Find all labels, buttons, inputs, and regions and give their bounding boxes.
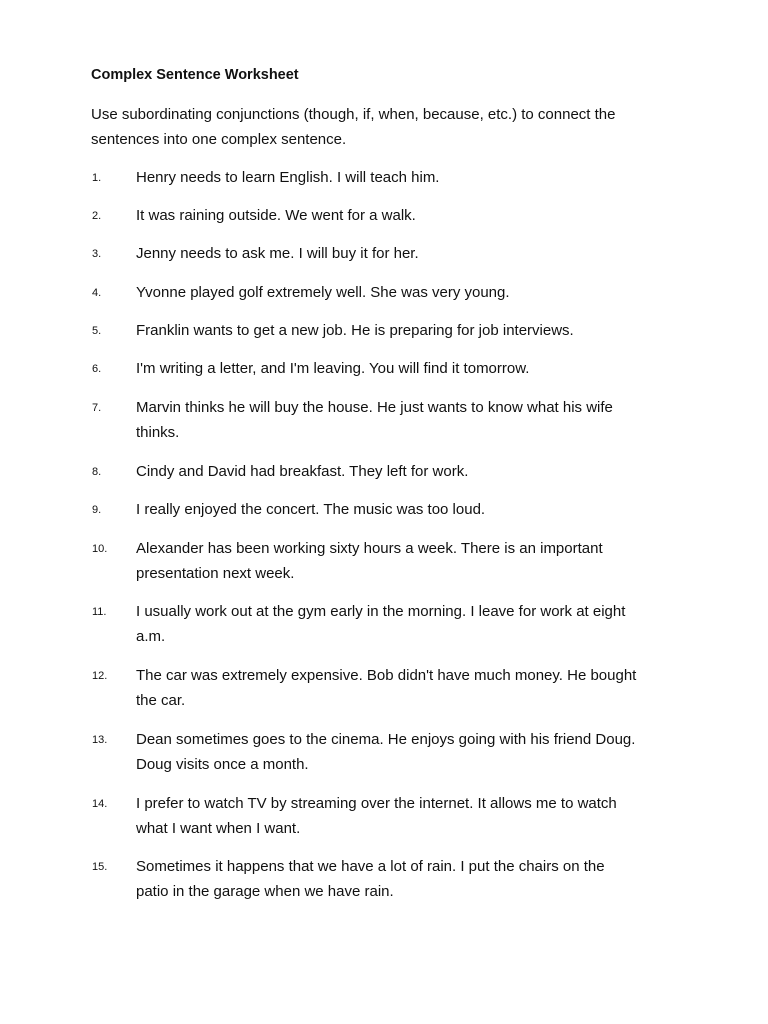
item-number: 12.	[92, 670, 108, 682]
item-text	[136, 727, 696, 777]
item-text-line: a.m.	[136, 628, 166, 645]
item-text	[136, 356, 696, 381]
item-text-line: Marvin thinks he will buy the house. He just wants to know what his wife	[136, 399, 613, 416]
item-text	[136, 599, 696, 649]
item-text	[136, 241, 696, 266]
item-text-line: I really enjoyed the concert. The music was too loud.	[136, 501, 486, 518]
item-text-line: presentation next week.	[136, 565, 295, 582]
item-text-line: Franklin wants to get a new job. He is preparing for job interviews.	[136, 322, 574, 339]
item-text-line: I'm writing a letter, and I'm leaving. You will find it tomorrow.	[136, 360, 530, 377]
item-text-line: I prefer to watch TV by streaming over the internet. It allows me to watch	[136, 795, 617, 812]
item-text-line: It was raining outside. We went for a walk.	[136, 207, 416, 224]
item-number: 8.	[92, 466, 102, 478]
item-text-line: Alexander has been working sixty hours a week. There is an important	[136, 540, 603, 557]
item-text-line: patio in the garage when we have rain.	[136, 883, 394, 900]
instructions-line: Use subordinating conjunctions (though, if, when, because, etc.) to connect the	[91, 106, 616, 123]
item-text	[136, 854, 696, 904]
page-title: Complex Sentence Worksheet	[91, 67, 299, 83]
item-number: 5.	[92, 325, 102, 337]
item-text-line: what I want when I want.	[136, 820, 301, 837]
item-text-line: I usually work out at the gym early in the morning. I leave for work at eight	[136, 603, 626, 620]
item-text-line: Doug visits once a month.	[136, 756, 309, 773]
item-text-line: Henry needs to learn English. I will teach him.	[136, 169, 440, 186]
item-number: 10.	[92, 543, 108, 555]
item-text	[136, 459, 696, 484]
item-text	[136, 536, 696, 586]
item-text	[136, 395, 696, 445]
item-text-line: thinks.	[136, 424, 180, 441]
item-text-line: The car was extremely expensive. Bob didn't have much money. He bought	[136, 667, 637, 684]
item-text-line: Cindy and David had breakfast. They left for work.	[136, 463, 469, 480]
item-number: 15.	[92, 861, 108, 873]
item-text	[136, 497, 696, 522]
item-number: 11.	[92, 606, 107, 618]
item-text	[136, 318, 696, 343]
item-text-line: Sometimes it happens that we have a lot of rain. I put the chairs on the	[136, 858, 605, 875]
item-text-line: Jenny needs to ask me. I will buy it for her.	[136, 245, 419, 262]
item-text	[136, 791, 696, 841]
item-text	[136, 203, 696, 228]
instructions-line: sentences into one complex sentence.	[91, 131, 347, 148]
item-number: 9.	[92, 504, 102, 516]
item-number: 1.	[92, 172, 102, 184]
item-text-line: Dean sometimes goes to the cinema. He enjoys going with his friend Doug.	[136, 731, 636, 748]
item-text	[136, 280, 696, 305]
item-number: 6.	[92, 363, 102, 375]
item-number: 3.	[92, 248, 102, 260]
item-text-line: the car.	[136, 692, 186, 709]
item-number: 2.	[92, 210, 102, 222]
item-text	[136, 663, 696, 713]
item-number: 4.	[92, 287, 102, 299]
item-number: 7.	[92, 402, 102, 414]
item-text	[136, 165, 696, 190]
instructions	[91, 102, 691, 152]
item-number: 14.	[92, 798, 108, 810]
item-text-line: Yvonne played golf extremely well. She was very young.	[136, 284, 510, 301]
item-number: 13.	[92, 734, 108, 746]
